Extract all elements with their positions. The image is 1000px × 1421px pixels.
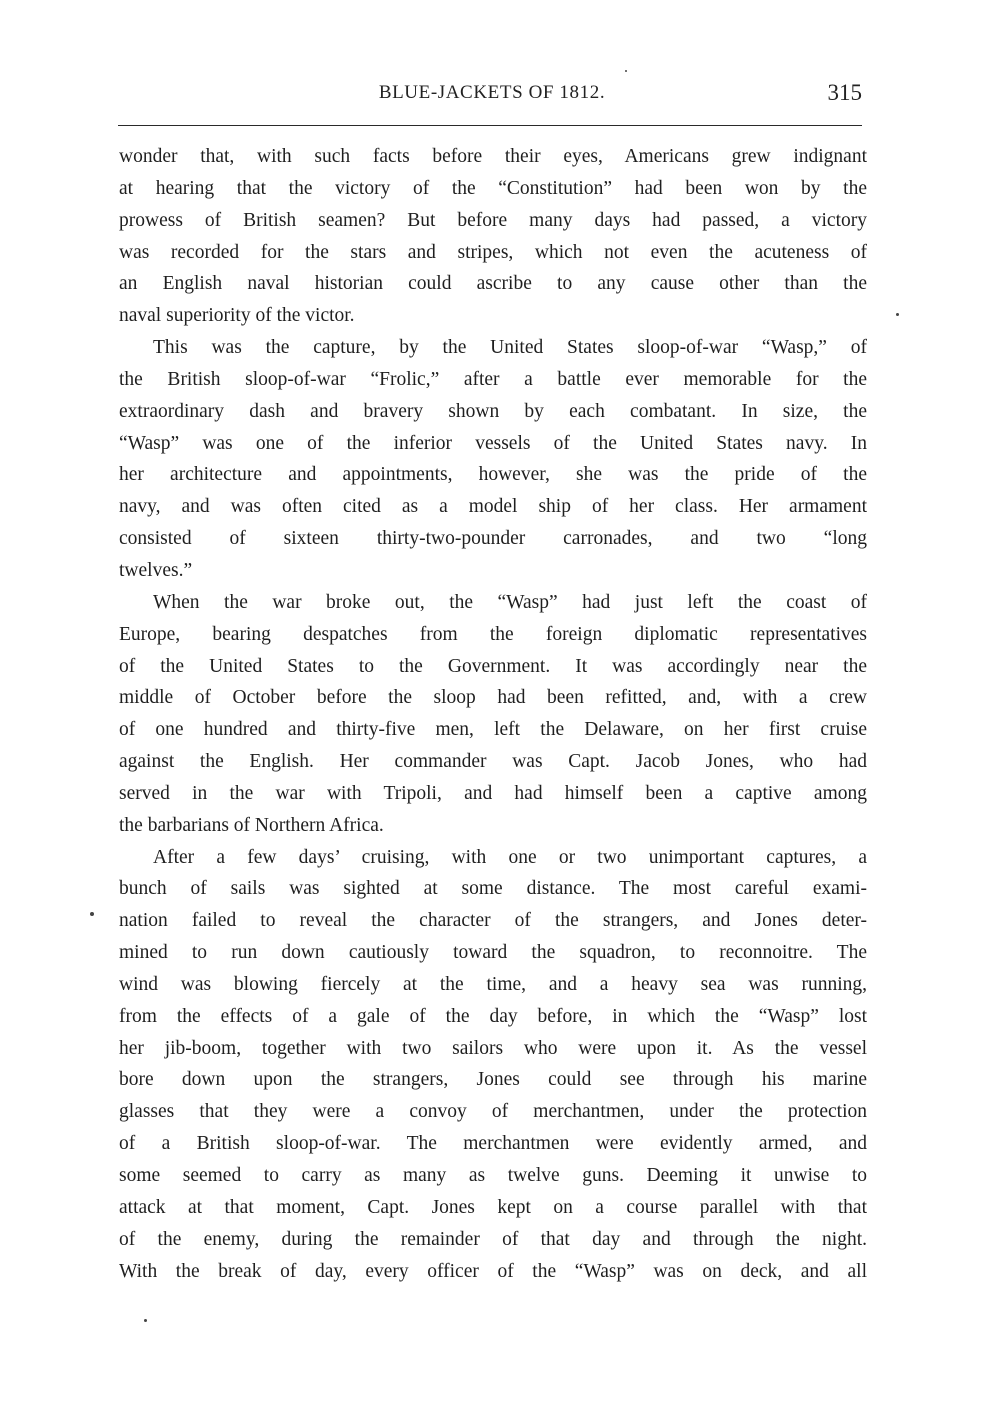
text-line: was recorded for the stars and stripes, which not even the acuteness of (119, 241, 867, 263)
page-number: 315 (827, 80, 862, 105)
header-rule (118, 125, 862, 126)
text-line: navy, and was often cited as a model ship of her class. Her armament (119, 496, 867, 518)
text-line: an English naval historian could ascribe to any cause other than the (119, 273, 867, 295)
scan-speck (896, 313, 899, 316)
text-line: of a British sloop-of-war. The merchantmen were evidently armed, and (119, 1133, 867, 1155)
body-text (119, 141, 867, 1287)
text-line: of the enemy, during the remainder of that day and through the night. (119, 1228, 867, 1250)
text-line: of one hundred and thirty-five men, left the Delaware, on her first cruise (119, 719, 867, 741)
paragraph (119, 587, 867, 842)
text-line: bore down upon the strangers, Jones could see through his marine (119, 1069, 867, 1091)
text-line: of the United States to the Government. It was accordingly near the (119, 655, 867, 677)
scan-speck (90, 912, 94, 916)
paragraph (119, 842, 867, 1288)
text-line: bunch of sails was sighted at some distance. The most careful exami- (119, 878, 867, 900)
text-line: naval superiority of the victor. (119, 305, 355, 327)
text-line: wind was blowing fiercely at the time, and a heavy sea was running, (119, 973, 867, 995)
text-line: This was the capture, by the United States sloop-of-war “Wasp,” of (153, 337, 867, 359)
text-line: mined to run down cautiously toward the squadron, to reconnoitre. The (119, 942, 867, 964)
text-line: wonder that, with such facts before their eyes, Americans grew indignant (119, 146, 867, 167)
scan-speck (144, 1319, 147, 1322)
text-line: When the war broke out, the “Wasp” had just left the coast of (153, 591, 867, 613)
text-line: some seemed to carry as many as twelve guns. Deeming it unwise to (119, 1165, 867, 1186)
text-line: against the English. Her commander was Capt. Jacob Jones, who had (119, 751, 867, 773)
scan-speck (625, 70, 627, 72)
text-line: nation failed to reveal the character of the strangers, and Jones deter- (119, 910, 867, 932)
text-line: Europe, bearing despatches from the foreign diplomatic representatives (119, 623, 867, 645)
text-line: the British sloop-of-war “Frolic,” after a battle ever memorable for the (119, 368, 867, 390)
text-line: at hearing that the victory of the “Constitution” had been won by the (119, 177, 867, 199)
text-line: consisted of sixteen thirty-two-pounder carronades, and two “long (119, 528, 867, 550)
text-line: attack at that moment, Capt. Jones kept on a course parallel with that (119, 1196, 867, 1218)
text-line: prowess of British seamen? But before many days had passed, a victory (119, 209, 867, 231)
text-line: glasses that they were a convoy of merchantmen, under the protection (119, 1101, 867, 1123)
text-line: from the effects of a gale of the day before, in which the “Wasp” lost (119, 1005, 867, 1027)
paragraph (119, 332, 867, 587)
text-line: the barbarians of Northern Africa. (119, 814, 384, 836)
text-line: extraordinary dash and bravery shown by each combatant. In size, the (119, 400, 867, 422)
text-line: After a few days’ cruising, with one or two unimportant captures, a (153, 846, 867, 868)
running-head (118, 80, 866, 110)
text-line: twelves.” (119, 559, 193, 581)
text-line: “Wasp” was one of the inferior vessels of the United States navy. In (119, 432, 867, 454)
text-line: her jib-boom, together with two sailors who were upon it. As the vessel (119, 1037, 867, 1059)
text-line: middle of October before the sloop had been refitted, and, with a crew (119, 687, 867, 709)
text-line: With the break of day, every officer of the “Wasp” was on deck, and all (119, 1260, 867, 1282)
text-line: her architecture and appointments, however, she was the pride of the (119, 464, 867, 486)
running-title: BLUE-JACKETS OF 1812. (378, 82, 606, 103)
paragraph (119, 141, 867, 332)
text-line: served in the war with Tripoli, and had himself been a captive among (119, 782, 867, 804)
